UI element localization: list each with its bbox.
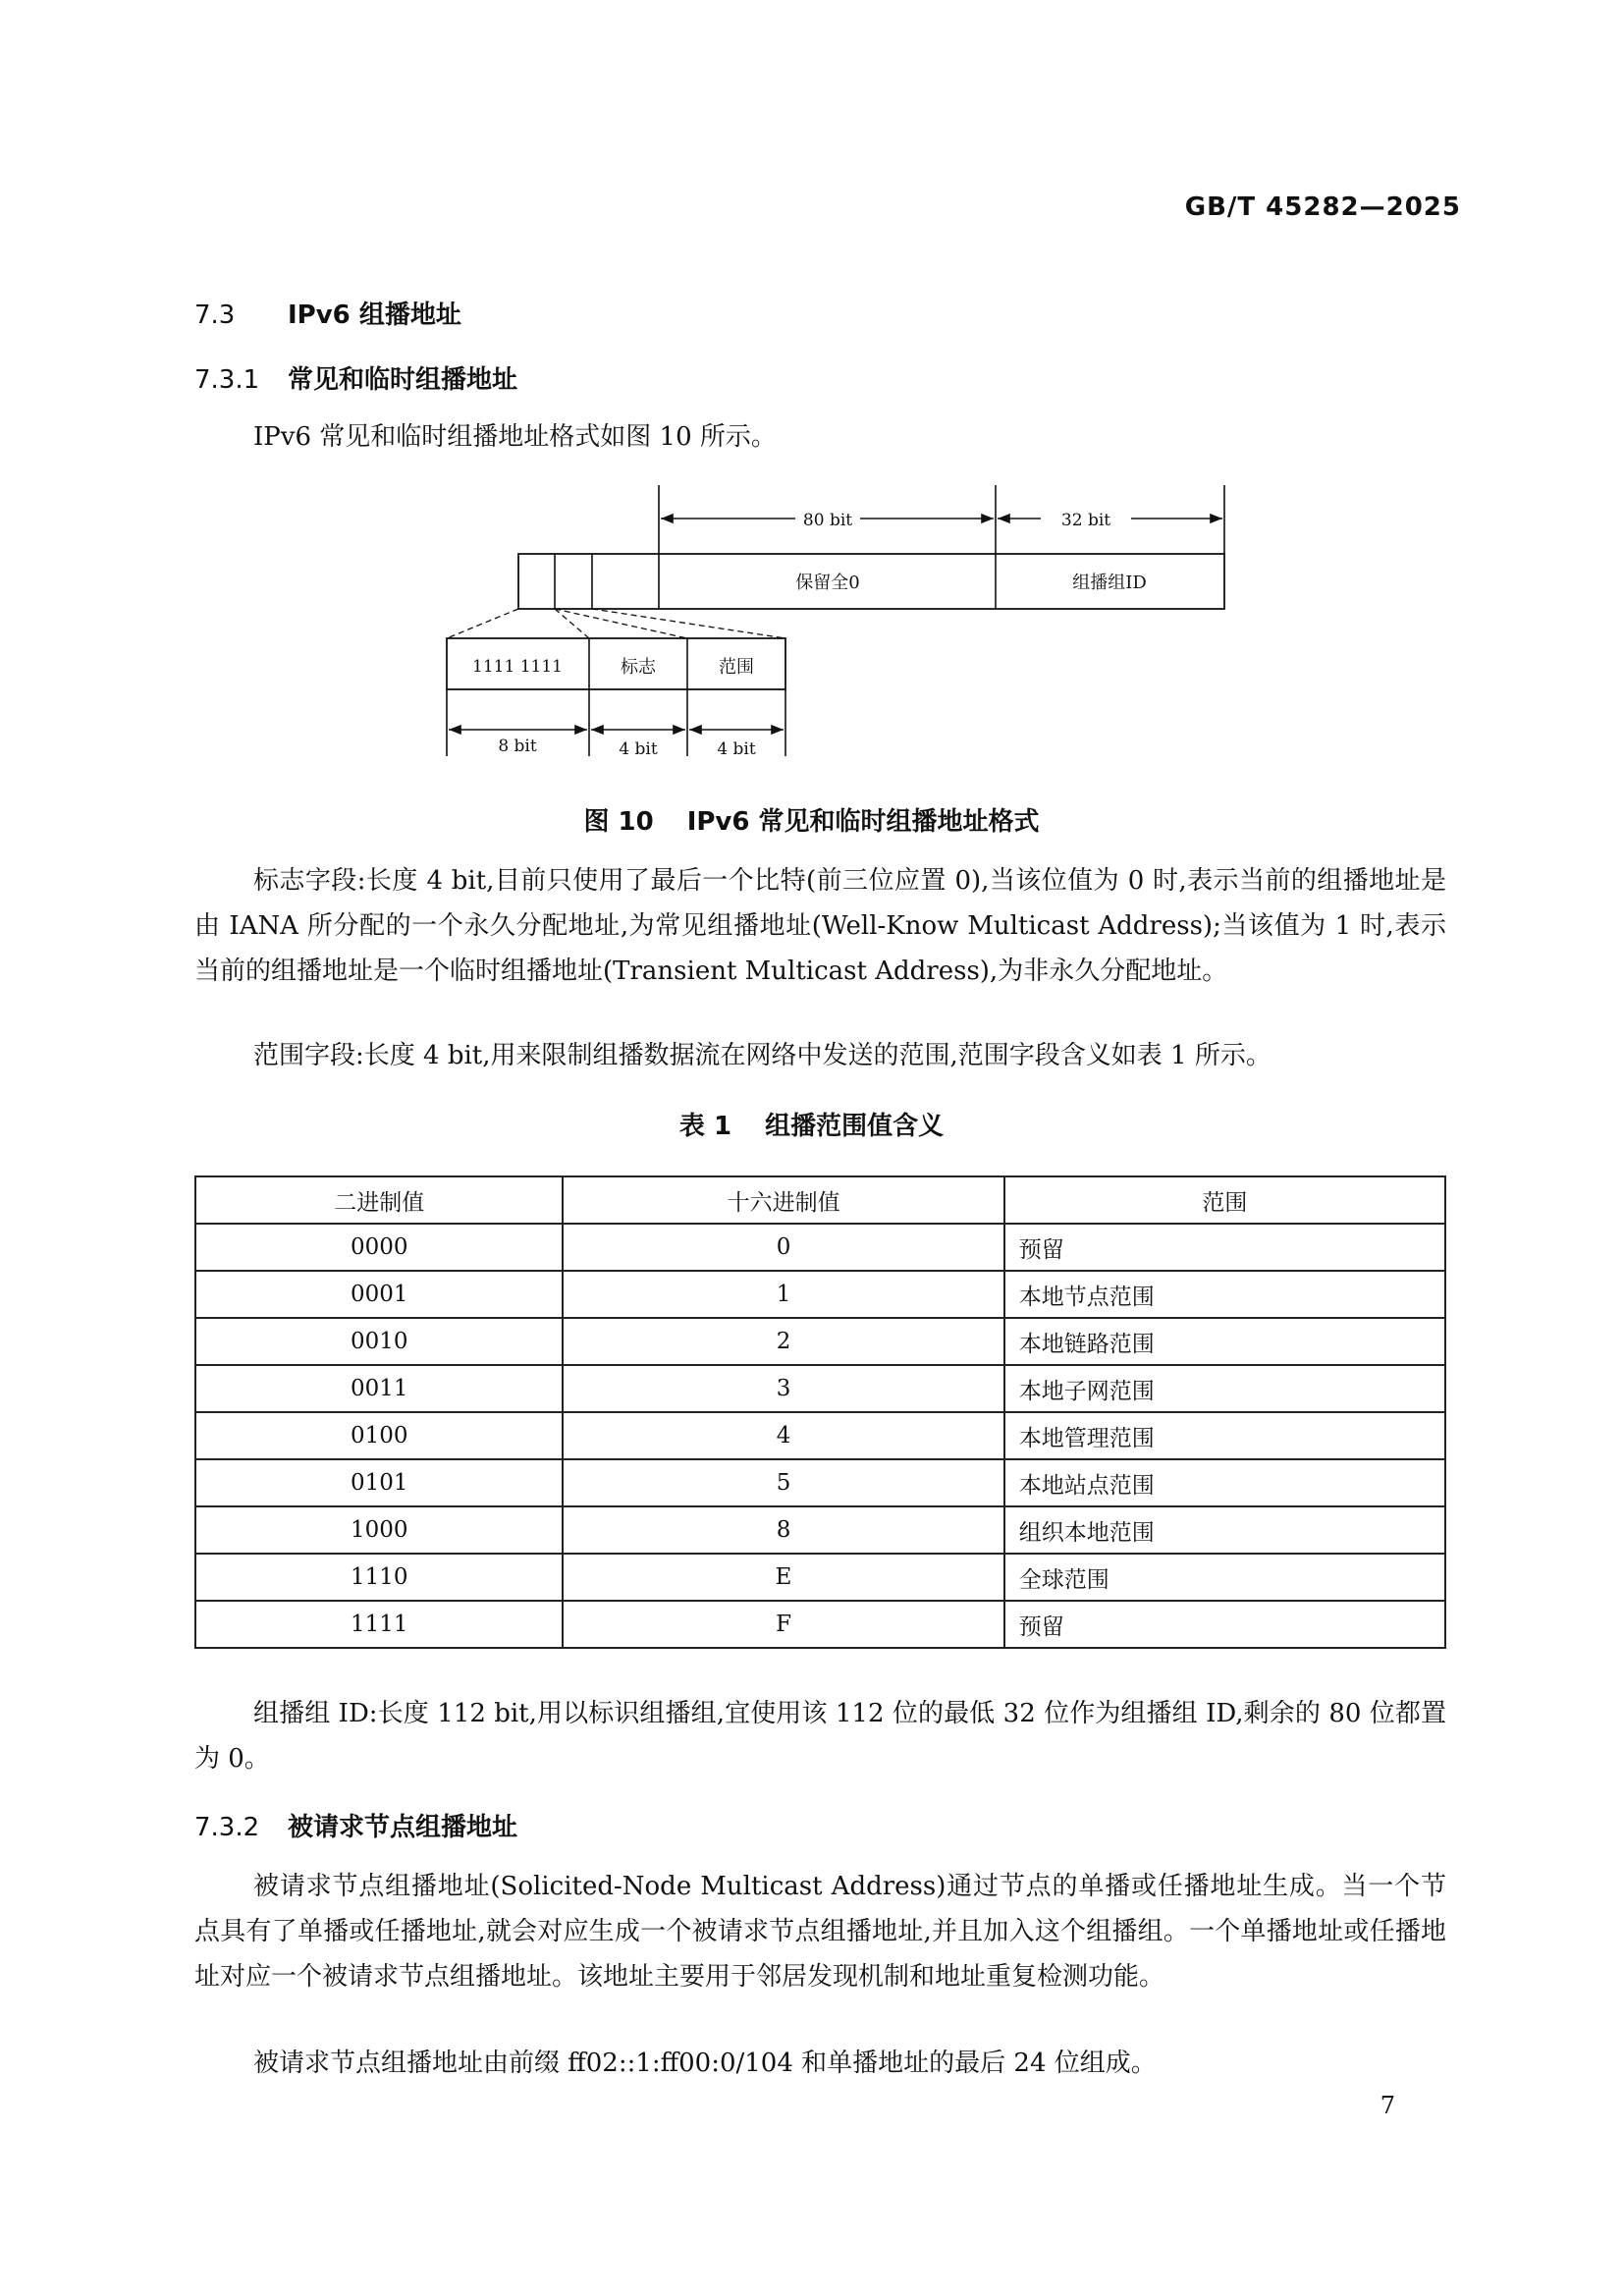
table-row [195,1224,1445,1271]
table-row [195,1271,1445,1318]
section-title: 被请求节点组播地址 [288,1813,518,1842]
table-row [195,1318,1445,1365]
cell-hex: 2 [563,1318,1003,1365]
cell-binary: 1000 [195,1506,563,1554]
cell-scope: 全球范围 [1004,1554,1445,1601]
cell-scope: 本地子网范围 [1004,1365,1445,1412]
table-header-row [195,1176,1445,1224]
cell-hex: 4 [563,1412,1003,1459]
section-7-3-1-heading [194,359,517,396]
intro-paragraph: IPv6 常见和临时组播地址格式如图 10 所示。 [253,422,777,452]
table-label: 表 1 [678,1112,732,1141]
header-scope: 范围 [1004,1176,1445,1224]
section-title: 常见和临时组播地址 [288,365,518,395]
figure-label: 图 10 [583,807,654,837]
figure-caption [0,801,1623,838]
scope-field-paragraph: 范围字段:长度 4 bit,用来限制组播数据流在网络中发送的范围,范围字段含义如表 1 所示。 [253,1041,1271,1070]
cell-hex: 1 [563,1271,1003,1318]
cell-binary: 0001 [195,1271,563,1318]
dim-8-bit: 8 bit [498,737,537,756]
solicited-node-prefix-paragraph: 被请求节点组播地址由前缀 ff02::1:ff00:0/104 和单播地址的最后 24 位组成。 [253,2049,1157,2078]
cell-hex: F [563,1601,1003,1648]
address-format-diagram [432,471,1237,766]
table-title: 组播范围值含义 [765,1112,945,1141]
cell-binary: 0011 [195,1365,563,1412]
section-number: 7.3 [194,301,236,330]
table-caption [0,1106,1623,1142]
cell-scope: 本地站点范围 [1004,1459,1445,1506]
cell-scope: 预留 [1004,1224,1445,1271]
group-id-paragraph: 组播组 ID:长度 112 bit,用以标识组播组,宜使用该 112 位的最低 32 位作为组播组 ID,剩余的 80 位都置为 0。 [194,1699,1446,1774]
solicited-node-paragraph: 被请求节点组播地址(Solicited-Node Multicast Address)通过节点的单播或任播地址生成。当一个节点具有了单播或任播地址,就会对应生成一个被请求节点组播地址,并且加入这个组播组。一个单播地址或任播地址对应一个被请求节点组播地址。该地址主要用于邻居发现机制和地址重复检测功能。 [194,1872,1446,1992]
cell-binary: 1111 [195,1601,563,1648]
dim-4-bit-flag: 4 bit [619,739,658,759]
page-number: 7 [1380,2092,1395,2119]
table-row [195,1554,1445,1601]
field-scope: 范围 [719,657,754,678]
cell-hex: E [563,1554,1003,1601]
cell-hex: 3 [563,1365,1003,1412]
field-reserved: 保留全0 [795,573,860,593]
cell-binary: 0100 [195,1412,563,1459]
cell-binary: 1110 [195,1554,563,1601]
flag-field-paragraph: 标志字段:长度 4 bit,目前只使用了最后一个比特(前三位应置 0),当该位值为 0 时,表示当前的组播地址是由 IANA 所分配的一个永久分配地址,为常见组播地址(Well-Know Multicast Address);当该值为 1 时,表示当前的组播地址是一个临时组播地址(Transient Multicast Address),为非永久分配地址。 [194,866,1446,986]
dim-80-bit: 80 bit [802,511,853,530]
section-title: IPv6 组播地址 [288,301,461,330]
table-row [195,1506,1445,1554]
cell-binary: 0101 [195,1459,563,1506]
section-7-3-heading [194,295,461,331]
cell-binary: 0000 [195,1224,563,1271]
cell-hex: 0 [563,1224,1003,1271]
field-prefix: 1111 1111 [472,657,563,677]
scope-table [194,1175,1446,1649]
cell-hex: 8 [563,1506,1003,1554]
table-row [195,1365,1445,1412]
field-flag: 标志 [621,657,656,678]
table-row [195,1412,1445,1459]
dim-4-bit-scope: 4 bit [717,739,756,759]
section-number: 7.3.2 [194,1813,260,1842]
cell-binary: 0010 [195,1318,563,1365]
dim-32-bit: 32 bit [1060,511,1111,530]
table-row [195,1601,1445,1648]
cell-scope: 本地节点范围 [1004,1271,1445,1318]
section-number: 7.3.1 [194,365,260,395]
cell-scope: 组织本地范围 [1004,1506,1445,1554]
header-hex: 十六进制值 [563,1176,1003,1224]
cell-scope: 本地管理范围 [1004,1412,1445,1459]
figure-title: IPv6 常见和临时组播地址格式 [686,807,1040,837]
cell-scope: 预留 [1004,1601,1445,1648]
field-group-id: 组播组ID [1072,573,1147,593]
table-row [195,1459,1445,1506]
cell-scope: 本地链路范围 [1004,1318,1445,1365]
cell-hex: 5 [563,1459,1003,1506]
standard-number: GB/T 45282—2025 [1184,192,1461,222]
section-7-3-2-heading [194,1807,517,1843]
header-binary: 二进制值 [195,1176,563,1224]
